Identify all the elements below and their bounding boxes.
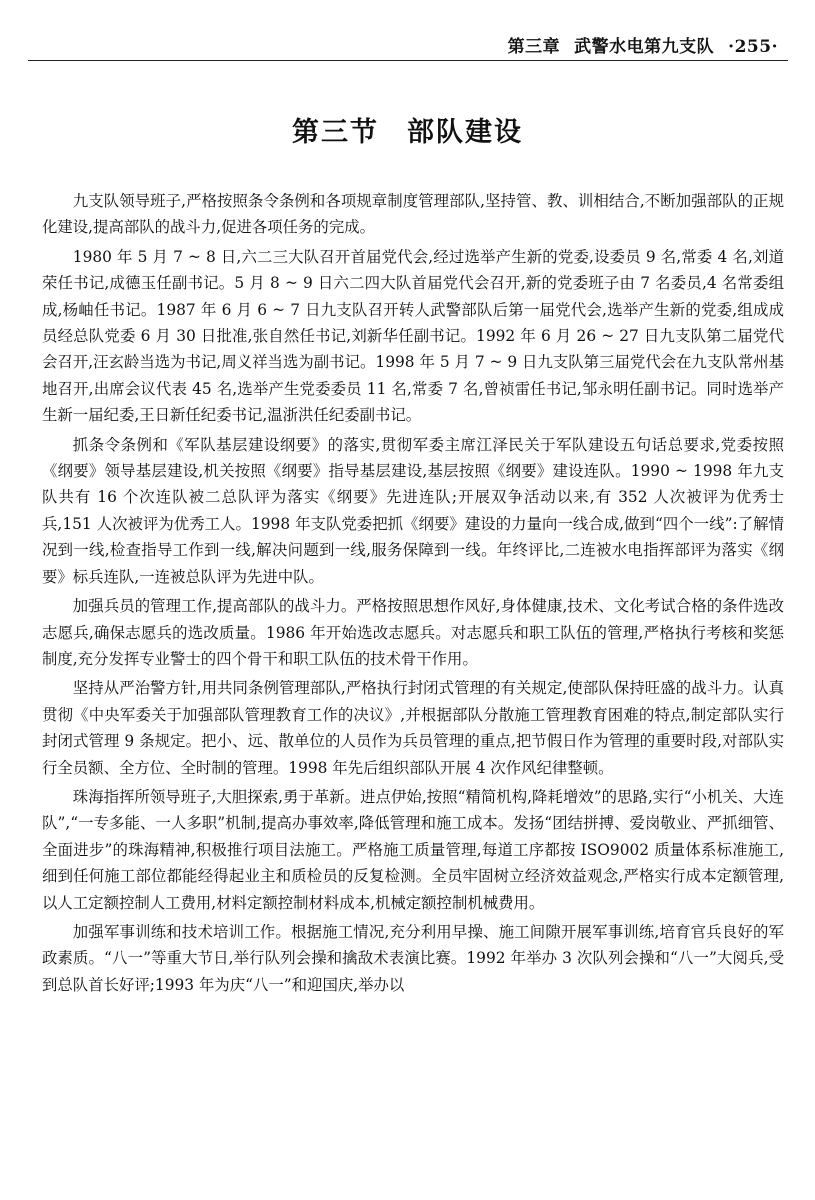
chapter-label: 第三章 — [507, 37, 561, 57]
section-heading — [0, 110, 815, 149]
body-text — [42, 188, 784, 1001]
running-header-text — [494, 32, 778, 57]
page-number: ·255· — [728, 37, 778, 57]
paragraph: 加强兵员的管理工作,提高部队的战斗力。严格按照思想作风好,身体健康,技术、文化考试合格的条件选改志愿兵,确保志愿兵的选改质量。1986 年开始选改志愿兵。对志愿兵和职工队伍的管理,严格执行考核和奖惩制度,充分发挥专业警士的四个骨干和职工队伍的技术骨干作用。 — [42, 597, 784, 668]
paragraph: 抓条令条例和《军队基层建设纲要》的落实,贯彻军委主席江泽民关于军队建设五句话总要求,党委按照《纲要》领导基层建设,机关按照《纲要》指导基层建设,基层按照《纲要》建设连队。1990 ~ 1998 年九支队共有 16 个次连队被二总队评为落实《纲要》先进连队;开展双争活动以来,有 352 人次被评为优秀士兵,151 人次被评为优秀工人。1998 年支队党委把抓《纲要》建设的力量向一线合成,做到“四个一线”:了解情况到一线,检查指导工作到一线,解决问题到一线,服务保障到一线。年终评比,二连被水电指挥部评为落实《纲要》标兵连队,一连被总队评为先进中队。 — [42, 435, 784, 586]
running-header — [28, 30, 788, 61]
paragraph: 坚持从严治警方针,用共同条例管理部队,严格执行封闭式管理的有关规定,使部队保持旺盛的战斗力。认真贯彻《中央军委关于加强部队管理教育工作的决议》,并根据部队分散施工管理教育困难的特点,制定部队实行封闭式管理 9 条规定。把小、远、散单位的人员作为兵员管理的重点,把节假日作为管理的重要时段,对部队实行全员额、全方位、全时制的管理。1998 年先后组织部队开展 4 次作风纪律整顿。 — [42, 679, 784, 777]
paragraph: 1980 年 5 月 7 ~ 8 日,六二三大队召开首届党代会,经过选举产生新的党委,设委员 9 名,常委 4 名,刘道荣任书记,成德玉任副书记。5 月 8 ~ 9 日六二四大队首届党代会召开,新的党委班子由 7 名委员,4 名常委组成,杨岫任书记。1987 年 6 月 6 ~ 7 日九支队召开转人武警部队后第一届党代会,选举产生新的党委,组成成员经总队党委 6 月 30 日批准,张自然任书记,刘新华任副书记。1992 年 6 月 26 ~ 27 日九支队第二届党代会召开,汪玄龄当选为书记,周义祥当选为副书记。1998 年 5 月 7 ~ 9 日九支队第三届党代会在九支队常州基地召开,出席会议代表 45 名,选举产生党委委员 11 名,常委 7 名,曾祯雷任书记,邹永明任副书记。同时选举产生新一届纪委,王日新任纪委书记,温浙洪任纪委副书记。 — [42, 247, 784, 425]
paragraph: 珠海指挥所领导班子,大胆探索,勇于革新。进点伊始,按照“精简机构,降耗增效”的思路,实行“小机关、大连队”,“一专多能、一人多职”机制,提高办事效率,降低管理和施工成本。发扬“团结拼搏、爱岗敬业、严抓细管、全面进步”的珠海精神,积极推行项目法施工。严格施工质量管理,每道工序都按 ISO9002 质量体系标准施工,细到任何施工部位都能经得起业主和质检员的反复检测。全员牢固树立经济效益观念,严格实行成本定额管理,以人工定额控制人工费用,材料定额控制材料成本,机械定额控制机械费用。 — [42, 787, 784, 912]
chapter-title: 武警水电第九支队 — [574, 37, 715, 57]
paragraph: 加强军事训练和技术培训工作。根据施工情况,充分利用早操、施工间隙开展军事训练,培育官兵良好的军政素质。“八一”等重大节日,举行队列会操和擒敌术表演比赛。1992 年举办 3 次队列会操和“八一”大阅兵,受到总队首长好评;1993 年为庆“八一”和迎国庆,举办以 — [42, 922, 784, 994]
section-number: 第三节 — [292, 117, 379, 148]
section-title: 部队建设 — [407, 117, 523, 148]
paragraph: 九支队领导班子,严格按照条令条例和各项规章制度管理部队,坚持管、教、训相结合,不断加强部队的正规化建设,提高部队的战斗力,促进各项任务的完成。 — [42, 192, 784, 237]
